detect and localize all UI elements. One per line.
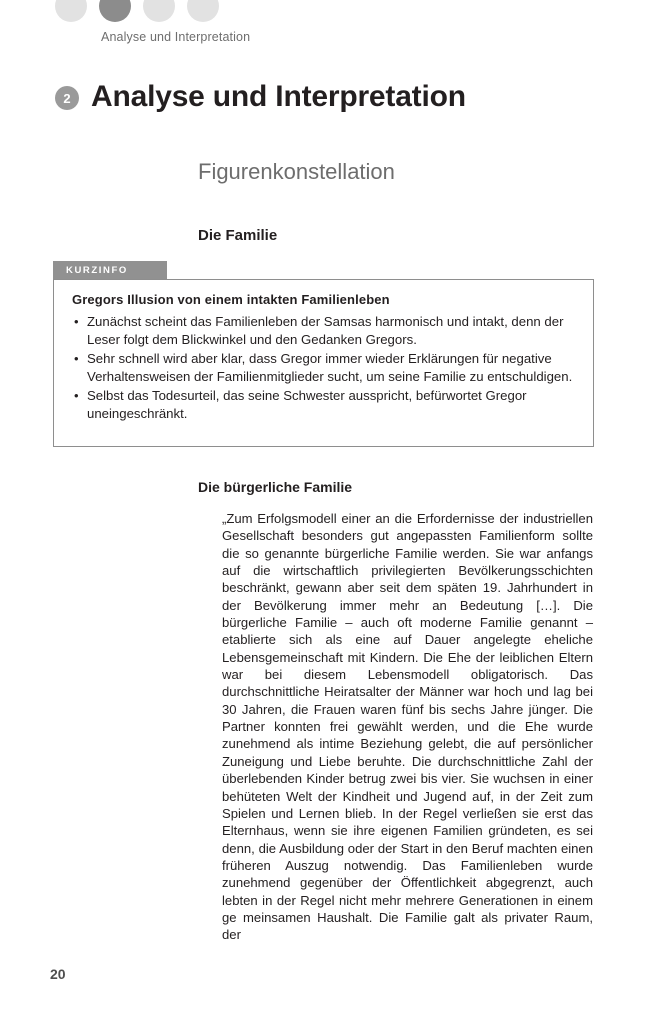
chapter-progress-dots [55, 0, 219, 22]
progress-dot-2-active [99, 0, 131, 22]
list-item-text: Zunächst scheint das Familienleben der Samsas harmonisch und intakt, denn der Leser folgt dem Blickwinkel und den Gedanken Gregors. [87, 314, 564, 347]
progress-dot-1 [55, 0, 87, 22]
section-heading: Figurenkonstellation [198, 159, 395, 184]
running-head-label: Analyse und Interpretation [101, 30, 251, 44]
section-subheading: Die Familie [198, 227, 278, 244]
page-number: 20 [50, 966, 66, 982]
list-item-text: Sehr schnell wird aber klar, dass Gregor immer wieder Erklärungen für negative Verhaltensweisen der Familienmitglieder sucht, um seine Familie zu entschuldigen. [87, 350, 573, 384]
bullet-icon: • [74, 350, 79, 366]
bullet-icon: • [74, 314, 79, 329]
page-title: Analyse und Interpretation [91, 80, 466, 113]
kurzinfo-box [53, 261, 594, 447]
kurzinfo-title: Gregors Illusion von einem intakten Familienleben [72, 292, 390, 307]
progress-dot-3 [143, 0, 175, 22]
list-item [72, 313, 577, 349]
list-item [72, 387, 577, 423]
list-item-text: Selbst das Todesurteil, das seine Schwester ausspricht, befürwortet Gregor uneingeschränkt. [87, 387, 527, 421]
chapter-number-badge: 2 [55, 86, 79, 110]
kurzinfo-list [72, 313, 577, 423]
kurzinfo-tab-label: KURZINFO [53, 261, 167, 279]
chapter-title-row [55, 80, 466, 114]
quote-section-heading: Die bürgerliche Familie [198, 479, 353, 495]
list-item [72, 350, 577, 386]
progress-dot-4 [187, 0, 219, 22]
quote-body-text: „Zum Erfolgsmodell einer an die Erfordernisse der industriellen Gesellschaft besonders gut angepassten Familienform sollte die so genannte bürgerliche Familie werden. Sie war anfangs auf die wirtschaftlich privilegierten Bevölkerungsschichten beschränkt, gewann aber seit dem späten 19. Jahrhundert in der Bevölkerung immer mehr an Bedeutung […]. Die bürgerliche Familie – auch oft moderne Familie genannt – etablierte sich als eine auf Dauer angelegte eheliche Lebensgemeinschaft mit Kindern. Die Ehe der leiblichen Eltern war bei diesem Lebensmodell obligatorisch. Das durchschnittliche Heiratsalter der Männer war hoch und lag bei 30 Jahren, die Frauen waren fünf bis sechs Jahre jünger. Die Partner konnten frei gewählt werden, und die Ehe wurde zunehmend als intime Beziehung gelebt, die auf persönlicher Zuneigung und Liebe beruhte. Die durchschnittliche Zahl der überlebenden Kinder betrug zwei bis vier. Sie wuchsen in einer behüteten Welt der Kindheit und Jugend auf, in der Zeit zum Spielen und Lernen blieb. In der Regel verließen sie erst das Elternhaus, wenn sie ihre eigenen Familien gründeten, es sei denn, die Ausbildung oder der Start in den Beruf machten einen früheren Auszug notwendig. Das Familienleben wurde zunehmend gegenüber der Öffentlichkeit abgegrenzt, auch lebten in der Regel nicht mehr mehrere Generationen in einem ge meinsamen Haushalt. Die Familie galt als privater Raum, der [222, 511, 593, 943]
kurzinfo-body [53, 279, 594, 447]
bullet-icon: • [74, 387, 79, 403]
